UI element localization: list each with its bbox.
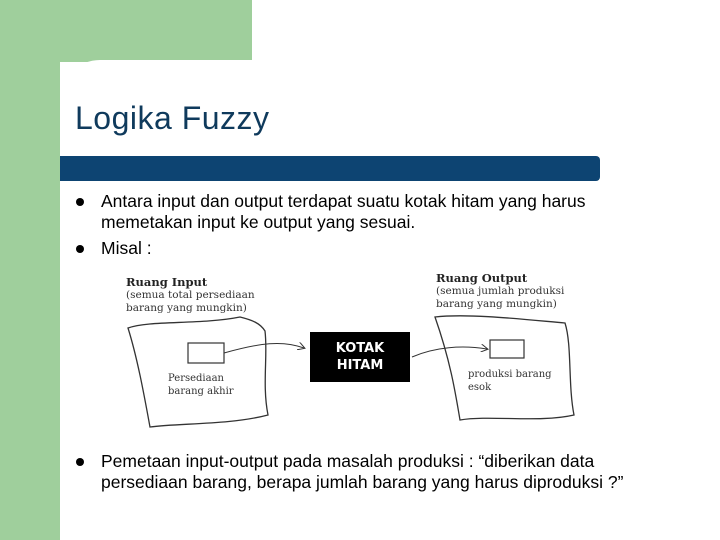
box-to-output-arrow	[412, 347, 487, 357]
input-space-shape	[128, 317, 268, 427]
title-underline-bar	[60, 156, 600, 181]
input-space-title: Ruang Input	[126, 275, 208, 289]
black-box-label: KOTAK	[335, 341, 385, 356]
input-space-description: (semua total persediaan	[126, 289, 255, 301]
bullet-dot-icon	[76, 458, 84, 466]
output-variable-label: esok	[468, 382, 492, 393]
output-space-shape	[435, 316, 574, 420]
input-variable-label: Persediaan	[168, 373, 224, 384]
bullet-dot-icon	[76, 198, 84, 206]
input-space-description: barang yang mungkin)	[126, 302, 247, 314]
output-space-description: (semua jumlah produksi	[436, 285, 565, 297]
black-box-label: HITAM	[336, 358, 384, 373]
black-box-diagram	[110, 265, 590, 435]
bullet-text: Antara input dan output terdapat suatu kotak hitam yang harus memetakan input ke output yang sesuai.	[101, 191, 586, 232]
input-variable-label: barang akhir	[168, 386, 234, 397]
slide-title: Logika Fuzzy	[75, 100, 270, 136]
background-green-header	[60, 0, 252, 62]
input-to-box-arrow	[224, 343, 304, 353]
output-variable-label: produksi barang	[468, 369, 552, 380]
output-variable-box	[490, 340, 524, 358]
output-space-title: Ruang Output	[436, 271, 528, 285]
bullet-text: Pemetaan input-output pada masalah produksi : “diberikan data persediaan barang, berapa jumlah barang yang harus diproduksi ?”	[101, 451, 624, 492]
black-box	[310, 332, 410, 382]
background-green-sidebar	[0, 0, 60, 540]
output-space-description: barang yang mungkin)	[436, 298, 557, 310]
input-variable-box	[188, 343, 224, 363]
bullet-text: Misal :	[101, 238, 152, 258]
bullet-dot-icon	[76, 245, 84, 253]
